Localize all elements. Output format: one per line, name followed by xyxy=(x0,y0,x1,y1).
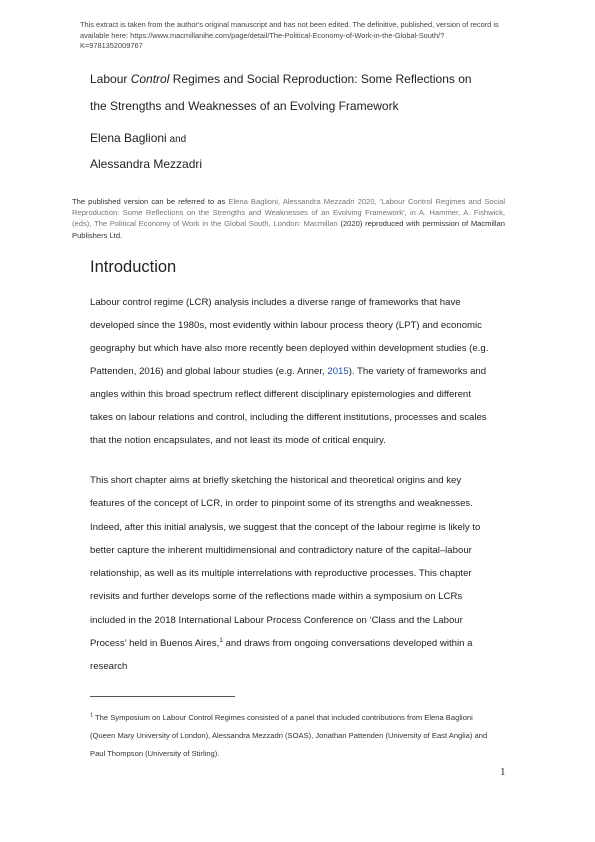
author-conjunction: and xyxy=(166,134,187,145)
paragraph-text: Labour control regime (LCR) analysis includes a diverse range of frameworks that have developed since the 1980s, most evidently within labour process theory (LPT) and economic geography but which have also more recently been deployed within development studies (e.g. Pattenden, 2016) and global labour studies (e.g. Anner, xyxy=(90,297,489,377)
footnote xyxy=(90,709,498,763)
paragraph-text: This short chapter aims at briefly sketching the historical and theoretical origins and key features of the concept of LCR, in order to pinpoint some of its strengths and weaknesses. Indeed, after this initial analysis, we suggest that the concept of the labour regime is likely to better capture the inherent multidimensional and contradictory nature of the capital–labour relationship, as well as its multiple interrelations with reproductive processes. This chapter revisits and further develops some of the reflections made within a symposium on LCRs included in the 2018 International Labour Process Conference on ‘Class and the Labour Process’ held in Buenos Aires, xyxy=(90,475,481,650)
chapter-title-line-2 xyxy=(90,99,520,113)
title-part: Regimes and Social Reproduction: Some Reflections on xyxy=(169,72,472,86)
body-paragraph-1 xyxy=(90,291,490,452)
published-citation: Elena Baglioni, Alessandra Mezzadri 2020, 'Labour Control Regimes and Social Reproduction: Some Reflections on the Strengths and Weaknesses of an Evolving Framework', in A. Hammer, A. Fishwick, (eds), The Political Economy of Work in the Global South, London: Macmillan xyxy=(72,197,506,229)
body-paragraph-2 xyxy=(90,469,490,679)
publisher-notice-text: This extract is taken from the author's original manuscript and has not been edited. The definitive, published, version of record is available here: https://www.macmillanihe.com/page/detail/The-Political-Economy-of-Work-in-the-Global-South/?K=9781352009767 xyxy=(80,20,499,51)
footnote-divider xyxy=(90,696,235,697)
title-emphasis: Control xyxy=(130,72,170,86)
section-heading: Introduction xyxy=(90,258,177,276)
title-part: the Strengths and Weaknesses of an Evolving Framework xyxy=(90,99,399,113)
chapter-title-line-1 xyxy=(90,72,520,86)
author-name: Elena Baglioni xyxy=(90,131,167,145)
published-tail: (2020) reproduced with permission of Macmillan Publishers Ltd. xyxy=(72,219,505,240)
footnote-marker: 1 xyxy=(90,712,94,719)
citation-link[interactable]: 2015 xyxy=(327,366,349,377)
publisher-notice xyxy=(80,20,500,52)
paragraph-text: ). The variety of frameworks and angles within this broad spectrum reflect different disciplinary epistemologies and different takes on labour relations and control, including the different institutions, processes and scales that the notion encapsulates, and not least its mode of critical enquiry. xyxy=(90,366,487,446)
footnote-text: The Symposium on Labour Control Regimes consisted of a panel that included contributions from Elena Baglioni (Queen Mary University of London), Alessandra Mezzadri (SOAS), Jonathan Pattenden (University of East Anglia) and Paul Thompson (University of Stirling). xyxy=(90,713,488,758)
published-lead: The published version can be referred to as xyxy=(72,197,229,206)
author-name: Alessandra Mezzadri xyxy=(90,157,203,171)
footnote-reference[interactable]: 1 xyxy=(219,636,223,644)
author-first xyxy=(90,131,186,145)
author-second xyxy=(90,157,202,171)
published-version-note xyxy=(72,196,505,241)
page-number: 1 xyxy=(500,766,506,778)
paragraph-text: and draws from ongoing conversations developed within a research xyxy=(90,638,473,673)
title-part: Labour xyxy=(90,72,131,86)
